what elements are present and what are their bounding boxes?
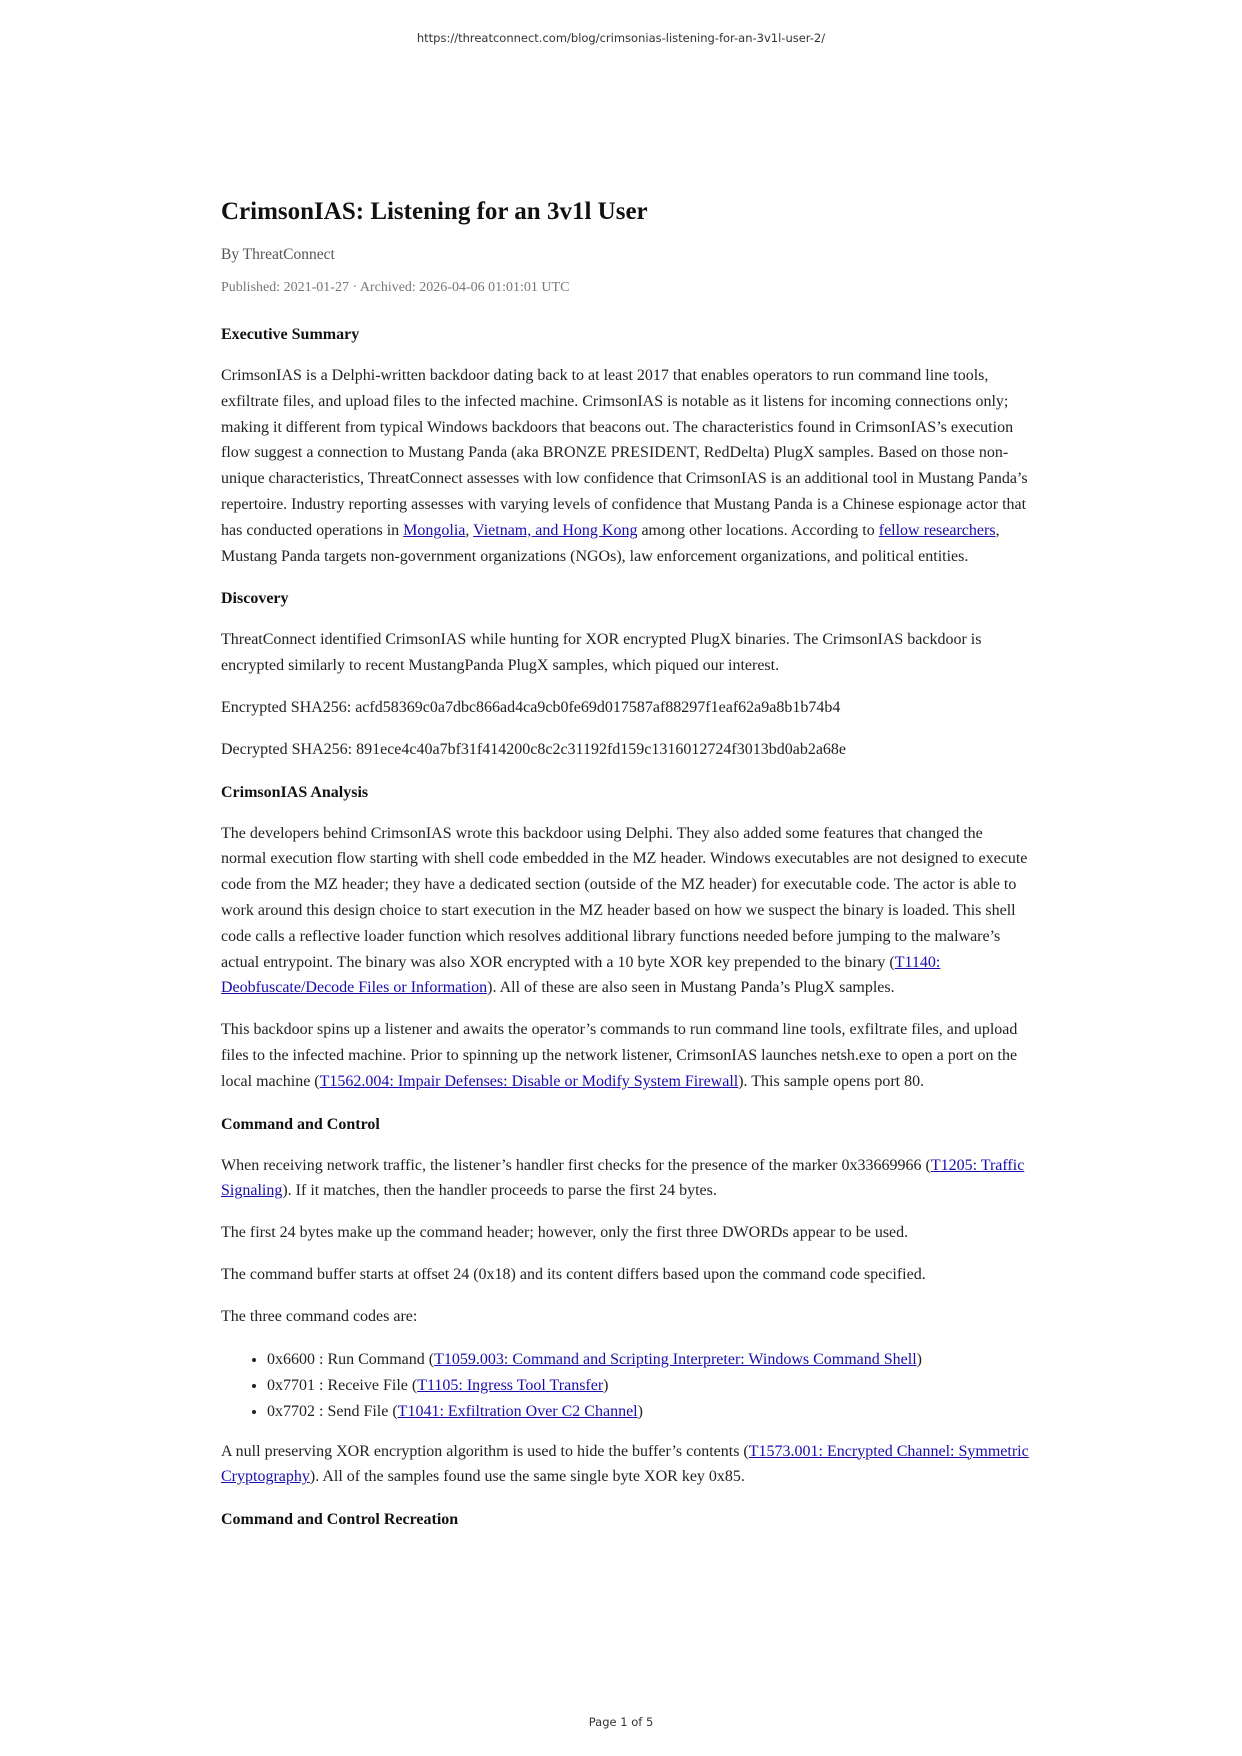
link-t1573-001[interactable]: T1573.001: Encrypted Channel: Symmetric Cryptography <box>221 1442 1029 1486</box>
heading-executive-summary: Executive Summary <box>221 326 360 343</box>
paragraph-analysis-2: This backdoor spins up a listener and awaits the operator’s commands to run command line tools, exfiltrate files, and upload files to the infected machine. Prior to spinning up the network listener, CrimsonIAS launches netsh.exe to open a port on the local machine (T1562.004: Impair Defenses: Disable or Modify System Firewall). This sample opens port 80. <box>221 1021 1018 1090</box>
article-title: CrimsonIAS: Listening for an 3v1l User <box>221 198 648 225</box>
decrypted-sha256: Decrypted SHA256: 891ece4c40a7bf31f414200c8c2c31192fd159c1316012724f3013bd0ab2a68e <box>221 740 847 758</box>
link-fellow-researchers[interactable]: fellow researchers <box>878 521 996 539</box>
heading-c2-recreation: Command and Control Recreation <box>221 1511 459 1529</box>
link-t1205[interactable]: T1205: Traffic Signaling <box>221 1156 1025 1200</box>
paragraph-executive-summary: CrimsonIAS is a Delphi-written backdoor dating back to at least 2017 that enables operators to run command line tools, exfiltrate files, and upload files to the infected machine. CrimsonIAS is notable as it listens for incoming connections only; making it different from typical Windows backdoors that beacons out. The characteristics found in CrimsonIAS’s execution flow suggest a connection to Mustang Panda (aka BRONZE PRESIDENT, RedDelta) PlugX samples. Based on those non-unique characteristics, ThreatConnect assesses with low confidence that CrimsonIAS is an additional tool in Mustang Panda’s repertoire. Industry reporting assesses with varying levels of confidence that Mustang Panda is a Chinese espionage actor that has conducted operations in Mongolia, Vietnam, and Hong Kong among other locations. According to fellow researchers, Mustang Panda targets non-government organizations (NGOs), law enforcement organizations, and political entities. <box>221 367 1028 565</box>
paragraph-c2-1: When receiving network traffic, the listener’s handler first checks for the presence of the marker 0x33669966 (T1205: Traffic Signaling). If it matches, then the handler proceeds to parse the first 24 bytes. <box>221 1156 1025 1200</box>
page-number: Page 1 of 5 <box>588 1715 654 1729</box>
heading-discovery: Discovery <box>221 590 289 608</box>
list-item: • 0x7702 : Send File (T1041: Exfiltration Over C2 Channel) <box>267 1399 1031 1425</box>
paragraph-c2-5: A null preserving XOR encryption algorithm is used to hide the buffer’s contents (T1573.001: Encrypted Channel: Symmetric Cryptography). All of the samples found use the same single byte XOR key 0x85. <box>221 1442 1029 1486</box>
page-url-header: https://threatconnect.com/blog/crimsonias-listening-for-an-3v1l-user-2/ <box>416 31 826 45</box>
link-t1105[interactable]: T1105: Ingress Tool Transfer <box>417 1376 604 1394</box>
paragraph-c2-3: The command buffer starts at offset 24 (0x18) and its content differs based upon the command code specified. <box>221 1265 926 1283</box>
link-t1041[interactable]: T1041: Exfiltration Over C2 Channel <box>397 1402 638 1420</box>
link-t1140[interactable]: T1140: Deobfuscate/Decode Files or Information <box>221 953 941 997</box>
article <box>221 194 1031 1531</box>
list-item: • 0x7701 : Receive File (T1105: Ingress Tool Transfer) <box>267 1373 1031 1399</box>
encrypted-sha256: Encrypted SHA256: acfd58369c0a7dbc866ad4ca9cb0fe69d017587af88297f1eaf62a9a8b1b74b4 <box>221 698 841 716</box>
paragraph-c2-4: The three command codes are: <box>221 1307 418 1325</box>
link-mongolia[interactable]: Mongolia <box>403 521 466 539</box>
paragraph-c2-2: The first 24 bytes make up the command header; however, only the first three DWORDs appear to be used. <box>221 1224 909 1242</box>
paragraph-discovery: ThreatConnect identified CrimsonIAS while hunting for XOR encrypted PlugX binaries. The CrimsonIAS backdoor is encrypted similarly to recent MustangPanda PlugX samples, which piqued our interest. <box>221 631 982 675</box>
heading-command-and-control: Command and Control <box>221 1115 380 1133</box>
command-codes-list <box>221 1347 1031 1425</box>
article-dates: Published: 2021-01-27 · Archived: 2026-04-06 01:01:01 UTC <box>221 280 570 295</box>
heading-crimsonias-analysis: CrimsonIAS Analysis <box>221 783 369 801</box>
link-t1059-003[interactable]: T1059.003: Command and Scripting Interpreter: Windows Command Shell <box>434 1350 917 1368</box>
list-item: • 0x6600 : Run Command (T1059.003: Command and Scripting Interpreter: Windows Command Shell) <box>267 1347 1031 1373</box>
paragraph-analysis-1: The developers behind CrimsonIAS wrote this backdoor using Delphi. They also added some features that changed the normal execution flow starting with shell code embedded in the MZ header. Windows executables are not designed to execute code from the MZ header; they have a dedicated section (outside of the MZ header) for executable code. The actor is able to work around this design choice to start execution in the MZ header based on how we suspect the binary is loaded. This shell code calls a reflective loader function which resolves additional library functions needed before jumping to the malware’s actual entrypoint. The binary was also XOR encrypted with a 10 byte XOR key prepended to the binary (T1140: Deobfuscate/Decode Files or Information). All of these are also seen in Mustang Panda’s PlugX samples. <box>221 824 1028 997</box>
article-byline: By ThreatConnect <box>221 246 335 263</box>
link-vietnam-hong-kong[interactable]: Vietnam, and Hong Kong <box>473 521 638 539</box>
link-t1562-004[interactable]: T1562.004: Impair Defenses: Disable or Modify System Firewall <box>319 1072 739 1090</box>
